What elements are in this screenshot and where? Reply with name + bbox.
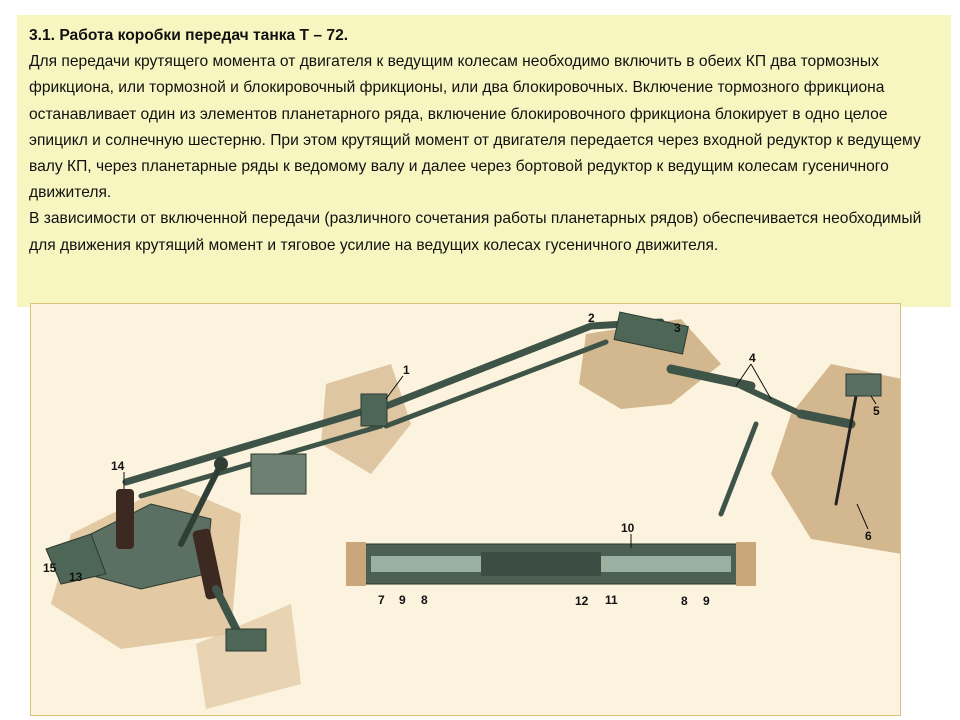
paragraph-2: В зависимости от включенной передачи (различного сочетания работы планетарных рядов) обеспечивается необходимый для движения крутящий момент и тяговое усилие на ведущих колесах гусеничного движителя.	[29, 210, 922, 254]
callout-8-right: 8	[681, 594, 688, 608]
heading	[29, 23, 939, 49]
bracket-5	[846, 374, 881, 396]
callout-10: 10	[621, 521, 635, 535]
callout-14: 14	[111, 459, 125, 473]
spring-14	[116, 489, 134, 549]
callout-11: 11	[605, 593, 618, 607]
callout-12: 12	[575, 594, 589, 608]
title: 3.1. Работа коробки передач танка Т – 72.	[29, 27, 349, 44]
text-block	[17, 15, 951, 307]
callout-3: 3	[674, 321, 681, 335]
callout-8-left: 8	[421, 593, 428, 607]
callout-13: 13	[69, 570, 83, 584]
linkage-illustration	[30, 303, 901, 716]
paragraph-1: Для передачи крутящего момента от двигателя к ведущим колесам необходимо включить в обеих КП два тормозных фрикциона, или тормозной и блокировочный фрикционы, или два блокировочных. Включение тормозного фрикциона останавливает один из элементов планетарного ряда, включение блокировочного фрикциона блокирует в одно целое эпицикл и солнечную шестерню. При этом крутящий момент от двигателя передается через входной редуктор к ведущему валу КП, через планетарные ряды к ведомому валу и далее через бортовой редуктор к ведущим колесам гусеничного движителя.	[29, 53, 921, 202]
vertical-rod-right	[721, 424, 756, 514]
callout-5: 5	[873, 404, 880, 418]
callout-7: 7	[378, 593, 385, 607]
callout-6: 6	[865, 529, 872, 543]
linkage-drawing	[31, 304, 901, 716]
cylinder-end-right	[736, 542, 756, 586]
lever-knob	[214, 457, 228, 471]
callout-9-right: 9	[703, 594, 710, 608]
clutch-block	[251, 454, 306, 494]
main-rod-4	[386, 342, 606, 426]
cylinder-core	[481, 552, 601, 576]
bracket-1	[361, 394, 387, 426]
callout-2: 2	[588, 311, 595, 325]
callout-15: 15	[43, 561, 57, 575]
callout-4: 4	[749, 351, 756, 365]
callout-1: 1	[403, 363, 410, 377]
right-rod-2	[741, 386, 801, 414]
pedal	[226, 629, 266, 651]
callout-9-left: 9	[399, 593, 406, 607]
cylinder-end-left	[346, 542, 366, 586]
